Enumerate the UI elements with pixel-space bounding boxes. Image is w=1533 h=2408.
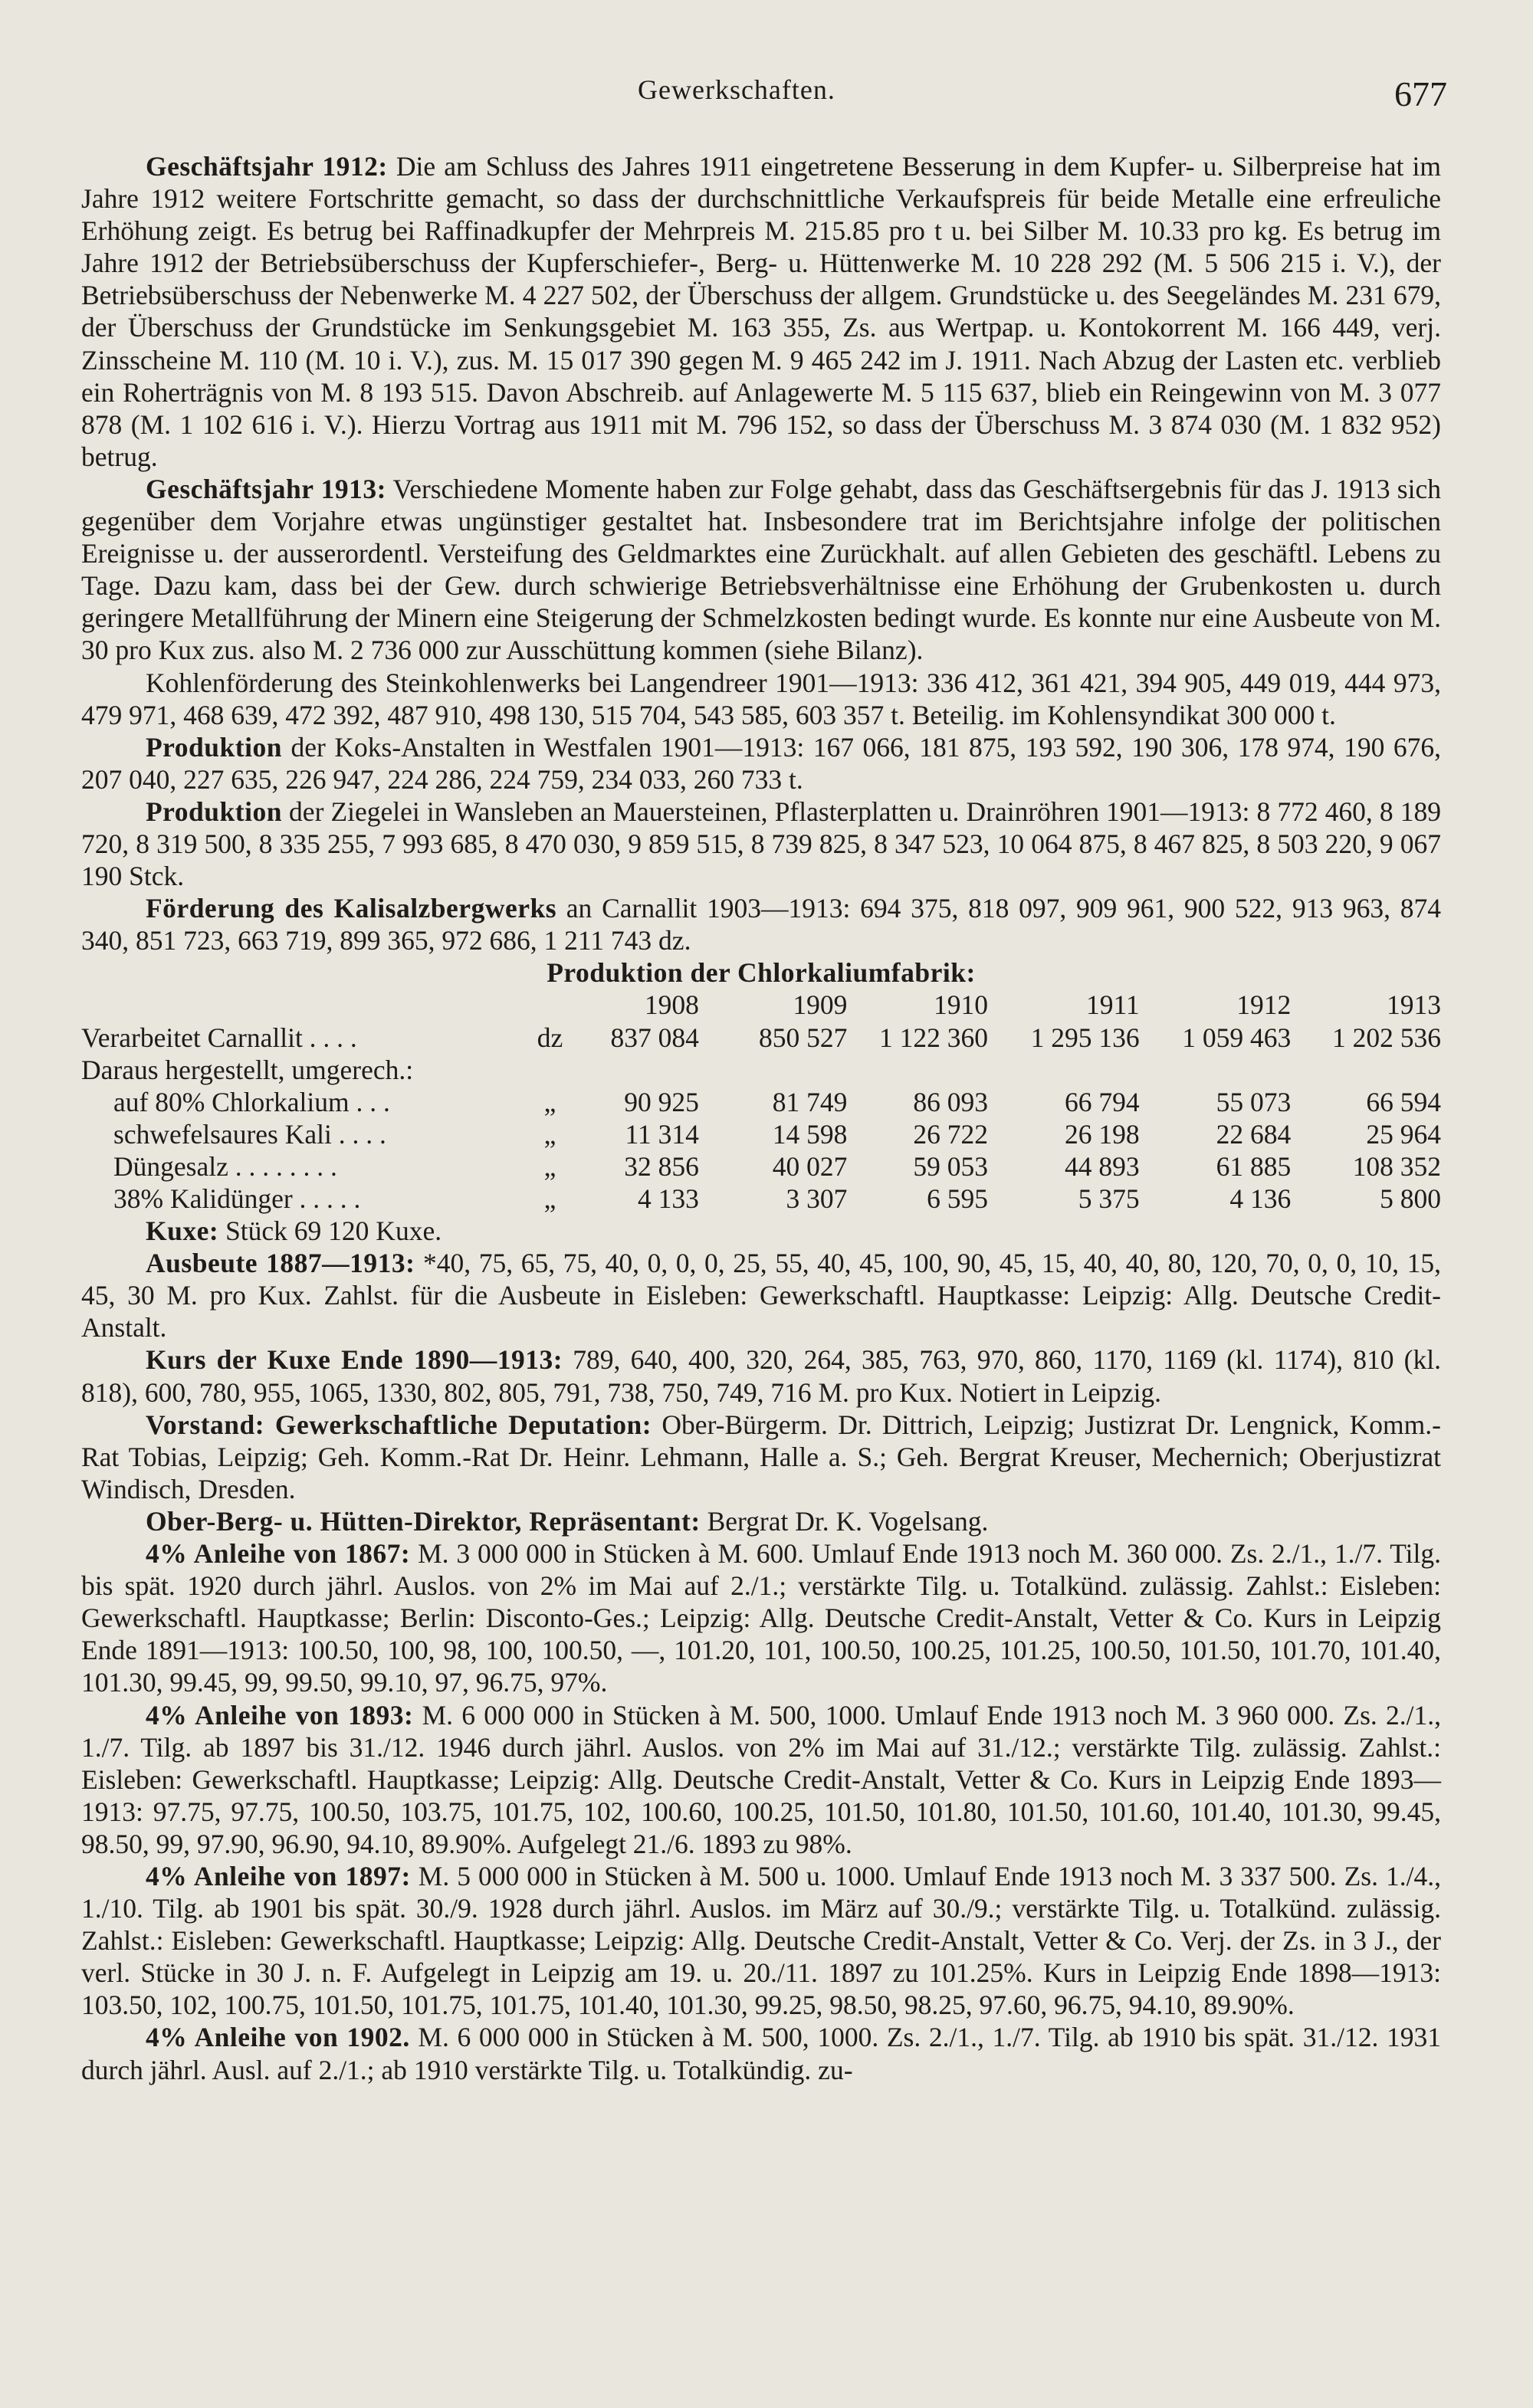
label-anleihe-1902: 4% Anleihe von 1902. (146, 2022, 410, 2053)
chlorkalium-table (81, 989, 1441, 1215)
table-row (81, 1183, 1441, 1215)
table-cell: 108 352 (1352, 1150, 1441, 1182)
paragraph-anleihe-1897 (81, 1860, 1441, 2021)
table-cell: 850 527 (758, 1022, 848, 1053)
text-anleihe-1867: M. 3 000 000 in Stücken à M. 600. Umlauf Ende 1913 noch M. 360 000. Zs. 2./1., 1./7. Tilg. bis spät. 1920 durch jährl. Auslos. von 2% im Mai auf 2./1.; verstärkte Tilg. u. Totalkünd. zulässig. Zahlst.: Eisleben: Gewerkschaftl. Hauptkasse; Berlin: Disconto-Ges.; Leipzig: Allg. Deutsche Credit-Anstalt, Vetter & Co. Kurs in Leipzig Ende 1891—1913: 100.50, 100, 98, 100, 100.50, —, 101.20, 101, 100.50, 100.25, 101.25, 100.50, 101.50, 101.70, 101.40, 101.30, 99.45, 99, 99.50, 99.10, 97, 96.75, 97%. (81, 1538, 1441, 1698)
text-kurs-kuxe: 789, 640, 400, 320, 264, 385, 763, 970, 860, 1170, 1169 (kl. 1174), 810 (kl. 818), 600, 780, 955, 1065, 1330, 802, 805, 791, 738, 750, 749, 716 M. pro Kux. Notiert in Leipzig. (81, 1344, 1441, 1408)
table-cell: 837 084 (610, 1022, 699, 1053)
text-ausbeute: *40, 75, 65, 75, 40, 0, 0, 0, 25, 55, 40, 45, 100, 90, 45, 15, 40, 40, 80, 120, 70, 0, 0, 10, 15, 45, 30 M. pro Kux. Zahlst. für die Ausbeute in Eisleben: Gewerkschaftl. Hauptkasse: Leipzig: Allg. Deutsche Credit-Anstalt. (81, 1248, 1442, 1343)
label-produktion-ziegelei: Produktion (146, 796, 282, 827)
label-vorstand: Vorstand: Gewerkschaftliche Deputation: (146, 1409, 652, 1440)
label-geschaeftsjahr-1912: Geschäftsjahr 1912: (146, 151, 388, 182)
table-title: Produktion der Chlorkaliumfabrik: (547, 957, 976, 989)
label-geschaeftsjahr-1913: Geschäftsjahr 1913: (146, 473, 386, 504)
row-label: Daraus hergestellt, umgerech.: (81, 1054, 414, 1085)
row-label: Düngesalz . . . . . . . . (113, 1150, 337, 1182)
table-cell: 40 027 (772, 1150, 848, 1182)
paragraph-foerderung-kalisalz (81, 892, 1441, 956)
year-header: 1909 (793, 989, 848, 1021)
paragraph-anleihe-1867 (81, 1537, 1441, 1698)
table-cell: 61 885 (1216, 1150, 1292, 1182)
table-row (81, 1086, 1441, 1118)
text-anleihe-1902: M. 6 000 000 in Stücken à M. 500, 1000. Zs. 2./1., 1./7. Tilg. ab 1910 bis spät. 31./12. 1931 durch jährl. Ausl. auf 2./1.; ab 1910 verstärkte Tilg. u. Totalkündig. zu- (81, 2022, 1441, 2085)
year-header: 1913 (1387, 989, 1441, 1021)
table-cell: 81 749 (772, 1086, 848, 1117)
paragraph-produktion-ziegelei (81, 796, 1441, 892)
text-anleihe-1893: M. 6 000 000 in Stücken à M. 500, 1000. Umlauf Ende 1913 noch M. 3 960 000. Zs. 2./1., 1./7. Tilg. ab 1897 bis 31./12. 1946 durch jährl. Auslos. von 2% im Mai auf 31./12.; verstärkte Tilg. zulässig. Zahlst.: Eisleben: Gewerkschaftl. Hauptkasse; Leipzig: Allg. Deutsche Credit-Anstalt, Vetter & Co. Kurs in Leipzig Ende 1893—1913: 97.75, 97.75, 100.50, 103.75, 101.75, 102, 100.60, 100.25, 101.50, 101.80, 101.50, 101.60, 101.40, 101.30, 99.45, 98.50, 99, 97.90, 96.90, 94.10, 89.90%. Aufgelegt 21./6. 1893 zu 98%. (81, 1699, 1441, 1859)
year-header: 1908 (644, 989, 699, 1021)
page-number: 677 (1394, 74, 1447, 113)
page-body (81, 150, 1441, 2086)
row-label: schwefelsaures Kali . . . . (113, 1118, 386, 1150)
label-ausbeute: Ausbeute 1887—1913: (146, 1248, 415, 1279)
paragraph-kohlenfoerderung (81, 667, 1441, 731)
table-cell: 5 375 (1078, 1183, 1140, 1214)
table-cell: 32 856 (624, 1150, 699, 1182)
table-cell: 26 722 (913, 1118, 989, 1150)
year-header: 1910 (934, 989, 989, 1021)
table-cell: 66 594 (1366, 1086, 1441, 1117)
table-cell: 4 133 (637, 1183, 699, 1214)
text-vorstand: Ober-Bürgerm. Dr. Dittrich, Leipzig; Justizrat Dr. Lengnick, Komm.-Rat Tobias, Leipzig; Geh. Komm.-Rat Dr. Heinr. Lehmann, Halle a. S.; Geh. Bergrat Kreuser, Mechernich; Oberjustizrat Windisch, Dresden. (81, 1409, 1441, 1504)
table-cell: 26 198 (1065, 1118, 1140, 1150)
text-produktion-koks: der Koks-Anstalten in Westfalen 1901—1913: 167 066, 181 875, 193 592, 190 306, 178 974, 190 676, 207 040, 227 635, 226 947, 224 286, 224 759, 234 033, 260 733 t. (81, 731, 1441, 795)
label-foerderung-kalisalz: Förderung des Kalisalzbergwerks (146, 893, 557, 924)
label-repraesentant: Ober-Berg- u. Hütten-Direktor, Repräsentant: (146, 1505, 701, 1537)
table-cell: 14 598 (772, 1118, 848, 1150)
label-kuxe: Kuxe: (146, 1215, 219, 1247)
paragraph-repraesentant (81, 1505, 1441, 1537)
text-kuxe: Stück 69 120 Kuxe. (218, 1215, 442, 1247)
text-repraesentant: Bergrat Dr. K. Vogelsang. (700, 1505, 989, 1537)
paragraph-geschaeftsjahr-1912 (81, 150, 1441, 473)
year-header: 1911 (1085, 989, 1140, 1021)
table-cell: 86 093 (913, 1086, 989, 1117)
label-kurs-kuxe: Kurs der Kuxe Ende 1890—1913: (146, 1344, 563, 1376)
table-cell: 1 122 360 (879, 1022, 989, 1053)
label-anleihe-1893: 4% Anleihe von 1893: (146, 1699, 414, 1731)
running-title: Gewerkschaften. (638, 74, 835, 105)
row-label: Verarbeitet Carnallit . . . . (81, 1022, 357, 1053)
paragraph-produktion-koks (81, 731, 1441, 796)
paragraph-vorstand (81, 1409, 1441, 1505)
text-produktion-ziegelei: der Ziegelei in Wansleben an Mauersteinen, Pflasterplatten u. Drainröhren 1901—1913: 8 772 460, 8 189 720, 8 319 500, 8 335 255, 7 993 685, 8 470 030, 9 859 515, 8 739 825, 8 347 523, 10 064 875, 8 467 825, 8 503 220, 9 067 190 Stck. (81, 796, 1441, 892)
table-cell: 3 307 (786, 1183, 848, 1214)
text-kohlenfoerderung: Kohlenförderung des Steinkohlenwerks bei Langendreer 1901—1913: 336 412, 361 421, 394 905, 449 019, 444 973, 479 971, 468 639, 472 392, 487 910, 498 130, 515 704, 543 585, 603 357 t. Beteilig. im Kohlensyndikat 300 000 t. (81, 667, 1441, 730)
table-cell: 44 893 (1065, 1150, 1140, 1182)
paragraph-anleihe-1902 (81, 2021, 1441, 2085)
row-unit: „ (543, 1150, 556, 1182)
row-unit: dz (537, 1022, 563, 1053)
table-cell: 1 202 536 (1332, 1022, 1441, 1053)
text-geschaeftsjahr-1912: Die am Schluss des Jahres 1911 eingetretene Besserung in dem Kupfer- u. Silberpreise hat im Jahre 1912 weitere Fortschritte gemacht, so dass der durchschnittliche Verkaufspreis für beide Metalle eine erfreuliche Erhöhung zeigt. Es betrug bei Raffinadkupfer der Mehrpreis M. 215.85 pro t u. bei Silber M. 10.33 pro kg. Es betrug im Jahre 1912 der Betriebsüberschuss der Kupferschiefer-, Berg- u. Hüttenwerke M. 10 228 292 (M. 5 506 215 i. V.), der Betriebsüberschuss der Nebenwerke M. 4 227 502, der Überschuss der allgem. Grundstücke u. des Seegeländes M. 231 679, der Überschuss der Grundstücke im Senkungsgebiet M. 163 355, Zs. aus Wertpap. u. Kontokorrent M. 166 449, verj. Zinsscheine M. 110 (M. 10 i. V.), zus. M. 15 017 390 gegen M. 9 465 242 im J. 1911. Nach Abzug der Lasten etc. verblieb ein Roherträgnis von M. 8 193 515. Davon Abschreib. auf Anlagewerte M. 5 115 637, blieb ein Reingewinn von M. 3 077 878 (M. 1 102 616 i. V.). Hierzu Vortrag aus 1911 mit M. 796 152, so dass der Überschuss M. 3 874 030 (M. 1 832 952) betrug. (81, 151, 1441, 472)
page-header (0, 74, 1533, 120)
label-produktion-koks: Produktion (146, 731, 282, 763)
table-row (81, 1054, 1441, 1086)
paragraph-kurs-kuxe (81, 1343, 1441, 1408)
text-anleihe-1897: M. 5 000 000 in Stücken à M. 500 u. 1000. Umlauf Ende 1913 noch M. 3 337 500. Zs. 1./4., 1./10. Tilg. ab 1901 bis spät. 30./9. 1928 durch jährl. Auslos. im März auf 30./9.; verstärkte Tilg. u. Totalkünd. zulässig. Zahlst.: Eisleben: Gewerkschaftl. Hauptkasse; Leipzig: Allg. Deutsche Credit-Anstalt, Vetter & Co. Verj. der Zs. in 3 J., der verl. Stücke in 30 J. n. F. Aufgelegt in Leipzig am 19. u. 20./11. 1897 zu 101.25%. Kurs in Leipzig Ende 1898—1913: 103.50, 102, 100.75, 101.50, 101.75, 101.75, 101.40, 101.30, 99.25, 98.50, 98.25, 97.60, 96.75, 94.10, 89.90%. (81, 1860, 1441, 2021)
table-cell: 25 964 (1366, 1118, 1441, 1150)
table-row (81, 1118, 1441, 1150)
table-row (81, 1022, 1441, 1054)
table-cell: 59 053 (913, 1150, 989, 1182)
paragraph-kuxe (81, 1215, 1441, 1247)
label-anleihe-1867: 4% Anleihe von 1867: (146, 1538, 411, 1570)
row-unit: „ (543, 1118, 556, 1150)
row-label: auf 80% Chlorkalium . . . (113, 1086, 390, 1117)
table-cell: 1 059 463 (1182, 1022, 1292, 1053)
text-foerderung-kalisalz: an Carnallit 1903—1913: 694 375, 818 097, 909 961, 900 522, 913 963, 874 340, 851 723, 663 719, 899 365, 972 686, 1 211 743 dz. (81, 893, 1441, 956)
paragraph-geschaeftsjahr-1913 (81, 473, 1441, 667)
text-geschaeftsjahr-1913: Verschiedene Momente haben zur Folge gehabt, dass das Geschäftsergebnis für das J. 1913 sich gegenüber dem Vorjahre etwas ungünstiger gestaltet hat. Insbesondere trat im Berichtsjahre infolge der politischen Ereignisse u. der ausserordentl. Versteifung des Geldmarktes eine Zurückhalt. auf allen Gebieten des geschäftl. Lebens zu Tage. Dazu kam, dass bei der Gew. durch schwierige Betriebsverhältnisse eine Erhöhung der Grubenkosten u. durch geringere Metallführung der Minern eine Steigerung der Schmelzkosten bedingt wurde. Es konnte nur eine Ausbeute von M. 30 pro Kux zus. also M. 2 736 000 zur Ausschüttung kommen (siehe Bilanz). (81, 473, 1441, 666)
table-cell: 90 925 (624, 1086, 699, 1117)
label-anleihe-1897: 4% Anleihe von 1897: (146, 1860, 411, 1891)
row-unit: „ (543, 1183, 556, 1214)
table-cell: 66 794 (1065, 1086, 1140, 1117)
row-label: 38% Kalidünger . . . . . (113, 1183, 361, 1214)
table-cell: 1 295 136 (1030, 1022, 1140, 1053)
paragraph-ausbeute (81, 1247, 1441, 1343)
table-cell: 11 314 (625, 1118, 699, 1150)
table-cell: 6 595 (927, 1183, 989, 1214)
table-cell: 55 073 (1216, 1086, 1292, 1117)
table-cell: 22 684 (1216, 1118, 1292, 1150)
paragraph-anleihe-1893 (81, 1699, 1441, 1860)
table-row (81, 1150, 1441, 1183)
row-unit: „ (543, 1086, 556, 1117)
year-header: 1912 (1236, 989, 1292, 1021)
table-cell: 4 136 (1229, 1183, 1292, 1214)
table-header-row (81, 989, 1441, 1021)
table-cell: 5 800 (1380, 1183, 1441, 1214)
